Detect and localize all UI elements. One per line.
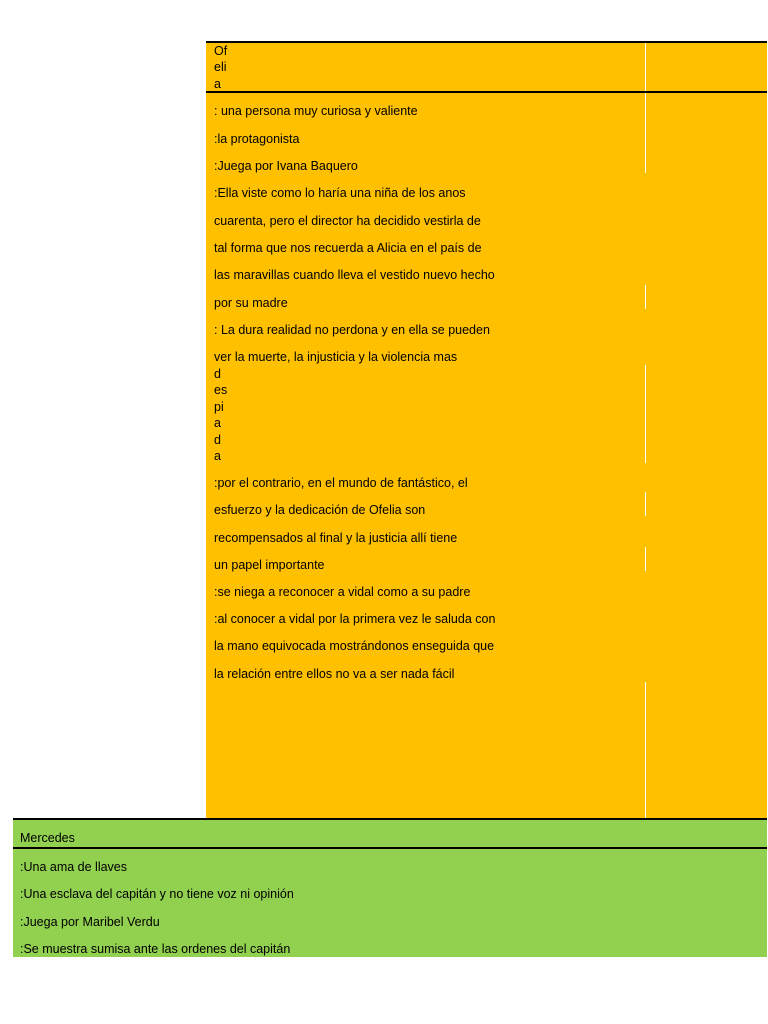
column-divider (645, 93, 646, 173)
word-part: a (214, 449, 221, 464)
word-part: pi (214, 399, 224, 414)
word-part: es (214, 383, 228, 398)
column-divider (645, 682, 646, 818)
ofelia-line: : La dura realidad no perdona y en ella se pueden (214, 323, 490, 337)
ofelia-line: :la protagonista (214, 132, 300, 146)
name-part: a (214, 76, 221, 91)
table-border (13, 847, 767, 849)
ofelia-line: cuarenta, pero el director ha decidido vestirla de (214, 214, 481, 228)
word-part: d (214, 432, 221, 447)
ofelia-line: :Juega por Ivana Baquero (214, 159, 358, 173)
mercedes-name: Mercedes (20, 831, 75, 845)
ofelia-line: recompensados al final y la justicia allí tiene (214, 531, 458, 545)
ofelia-line: :Ella viste como lo haría una niña de los anos (214, 186, 466, 200)
ofelia-word-stack (214, 366, 227, 464)
ofelia-line: las maravillas cuando lleva el vestido nuevo hecho (214, 268, 495, 282)
name-part: Of (214, 44, 228, 58)
table-border (206, 91, 767, 93)
ofelia-line: esfuerzo y la dedicación de Ofelia son (214, 503, 426, 517)
ofelia-line: tal forma que nos recuerda a Alicia en el país de (214, 241, 482, 255)
mercedes-line: :Una esclava del capitán y no tiene voz ni opinión (20, 887, 294, 901)
column-divider (645, 365, 646, 463)
ofelia-line: la relación entre ellos no va a ser nada fácil (214, 667, 455, 681)
column-divider (645, 492, 646, 516)
ofelia-line: por su madre (214, 296, 288, 310)
name-part: eli (214, 60, 227, 75)
ofelia-line: ver la muerte, la injusticia y la violencia mas (214, 350, 458, 364)
table-border-top (206, 41, 767, 43)
ofelia-line: :por el contrario, en el mundo de fantástico, el (214, 476, 468, 490)
word-part: a (214, 416, 221, 431)
column-divider (645, 43, 646, 91)
word-part: d (214, 367, 221, 381)
column-divider (645, 547, 646, 571)
ofelia-line: : una persona muy curiosa y valiente (214, 104, 418, 118)
mercedes-line: :Una ama de llaves (20, 860, 128, 874)
ofelia-line: :al conocer a vidal por la primera vez le saluda con (214, 612, 496, 626)
column-divider (645, 285, 646, 309)
table-border (13, 818, 767, 820)
mercedes-line: :Juega por Maribel Verdu (20, 915, 160, 929)
ofelia-name (214, 43, 227, 92)
mercedes-line: :Se muestra sumisa ante las ordenes del capitán (20, 942, 291, 956)
ofelia-line: la mano equivocada mostrándonos enseguida que (214, 639, 495, 653)
ofelia-line: un papel importante (214, 558, 325, 572)
ofelia-line: :se niega a reconocer a vidal como a su padre (214, 585, 471, 599)
